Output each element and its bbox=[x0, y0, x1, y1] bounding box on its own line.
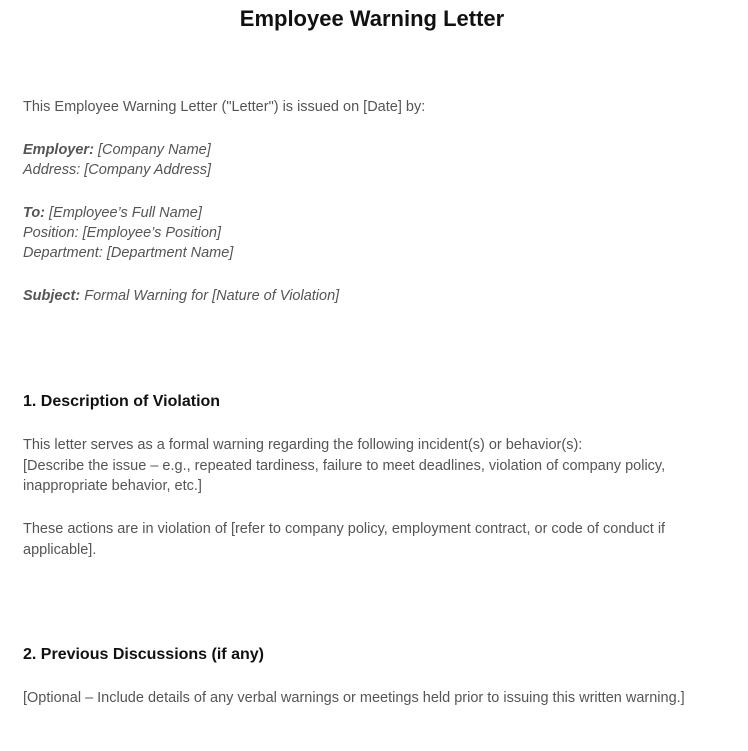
section-heading: 1. Description of Violation bbox=[23, 393, 221, 410]
recipient-label: To: bbox=[23, 205, 46, 221]
subject-line bbox=[23, 286, 339, 306]
subject-label: Subject: bbox=[23, 288, 81, 304]
section-paragraph bbox=[23, 435, 693, 497]
recipient-department: Department: [Department Name] bbox=[23, 245, 234, 261]
paragraph-line: This letter serves as a formal warning regarding the following incident(s) or behavior(s): bbox=[23, 437, 583, 453]
section-paragraph: These actions are in violation of [refer to company policy, employment contract, or code of conduct if applicable]. bbox=[23, 521, 666, 558]
employer-line bbox=[23, 140, 211, 160]
employer-label: Employer: bbox=[23, 142, 94, 158]
intro-text: This Employee Warning Letter ("Letter") is issued on [Date] by: bbox=[23, 99, 426, 115]
recipient-position: Position: [Employee’s Position] bbox=[23, 225, 222, 241]
subject-text: Formal Warning for [Nature of Violation] bbox=[80, 288, 340, 304]
document-title: Employee Warning Letter bbox=[239, 6, 505, 31]
paragraph-line: [Describe the issue – e.g., repeated tardiness, failure to meet deadlines, violation of company policy, inappropriate behavior, etc.] bbox=[23, 457, 666, 494]
section-heading: 2. Previous Discussions (if any) bbox=[23, 646, 264, 663]
employer-address: Address: [Company Address] bbox=[23, 162, 212, 178]
recipient-name: [Employee’s Full Name] bbox=[45, 205, 202, 221]
section-paragraph: [Optional – Include details of any verbal warnings or meetings held prior to issuing this written warning.] bbox=[23, 690, 685, 706]
recipient-line bbox=[23, 203, 202, 223]
employer-name: [Company Name] bbox=[93, 142, 211, 158]
